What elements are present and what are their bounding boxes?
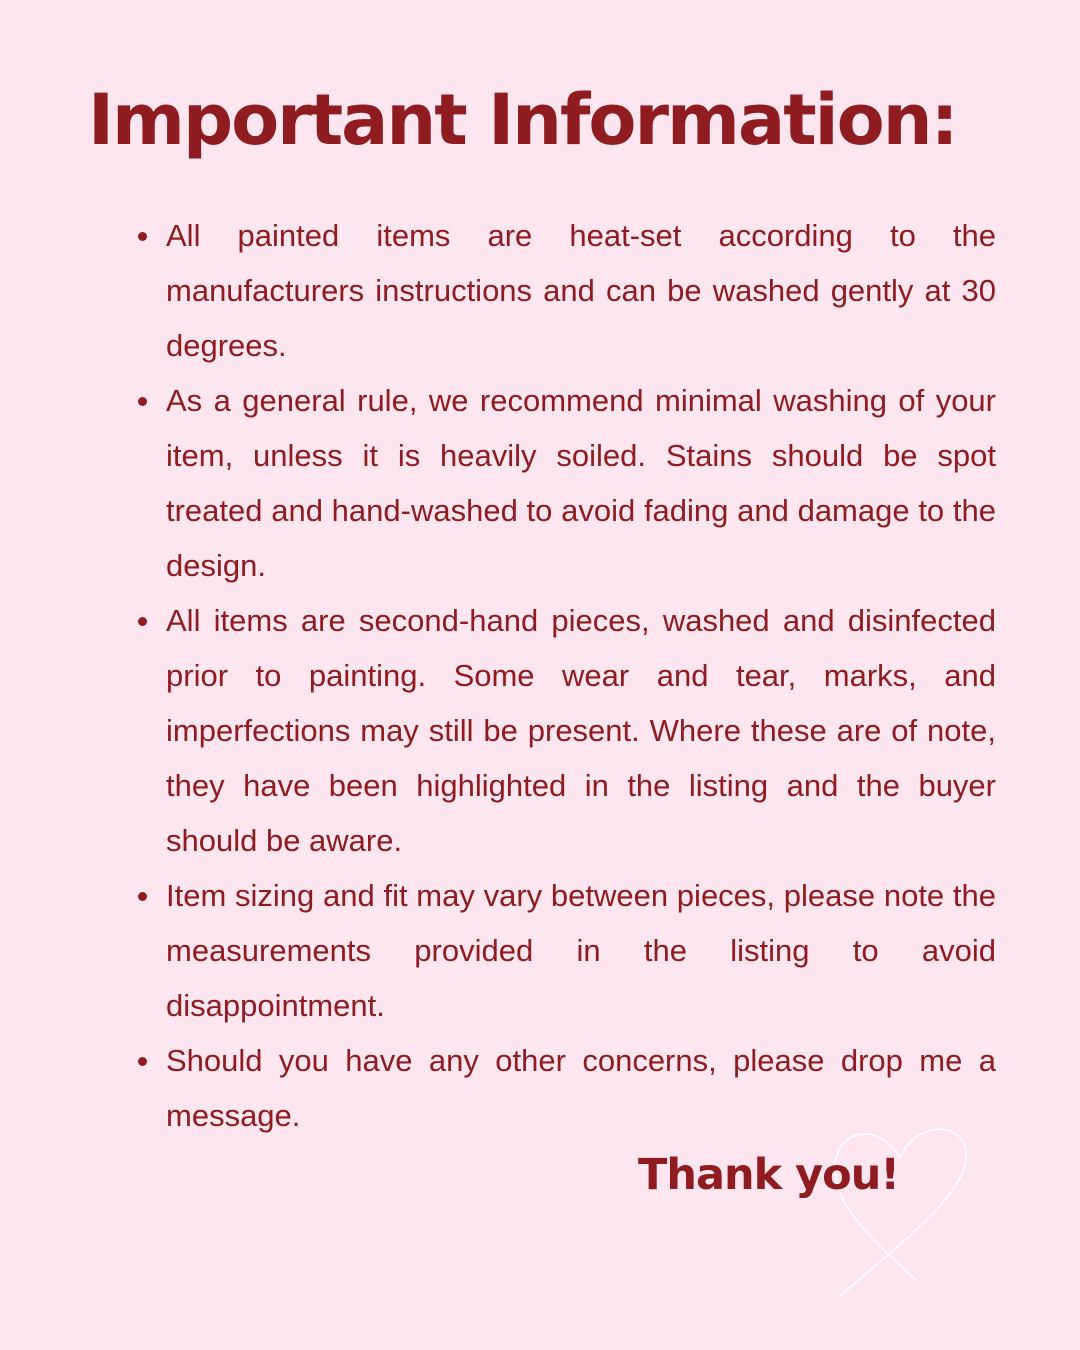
info-item-text: All items are second-hand pieces, washed and disinfected prior to painting. Some wear and tear, marks, and imperfections may still be present. Where these are of note, they have been highlighted in the listing and the buyer should be aware. (166, 603, 996, 858)
page-title: Important Information: (88, 79, 957, 161)
bullet-icon (138, 1057, 147, 1066)
info-item-text: All painted items are heat-set according to the manufacturers instructions and can be washed gently at 30 degrees. (166, 218, 996, 363)
info-list-item (130, 868, 996, 1033)
heart-outline-icon (820, 1118, 980, 1303)
info-item-text: Item sizing and fit may vary between pieces, please note the measurements provided in the listing to avoid disappointment. (166, 878, 996, 1023)
info-list (130, 208, 996, 1143)
bullet-icon (138, 617, 147, 626)
info-item-text: Should you have any other concerns, please drop me a message. (166, 1043, 996, 1133)
info-list-item (130, 208, 996, 373)
bullet-icon (138, 232, 147, 241)
thank-you-text: Thank you! (638, 1150, 899, 1200)
info-item-text: As a general rule, we recommend minimal washing of your item, unless it is heavily soiled. Stains should be spot treated and hand-washed to avoid fading and damage to the design. (166, 383, 996, 583)
info-list-item (130, 373, 996, 593)
bullet-icon (138, 397, 147, 406)
bullet-icon (138, 892, 147, 901)
info-list-item (130, 593, 996, 868)
